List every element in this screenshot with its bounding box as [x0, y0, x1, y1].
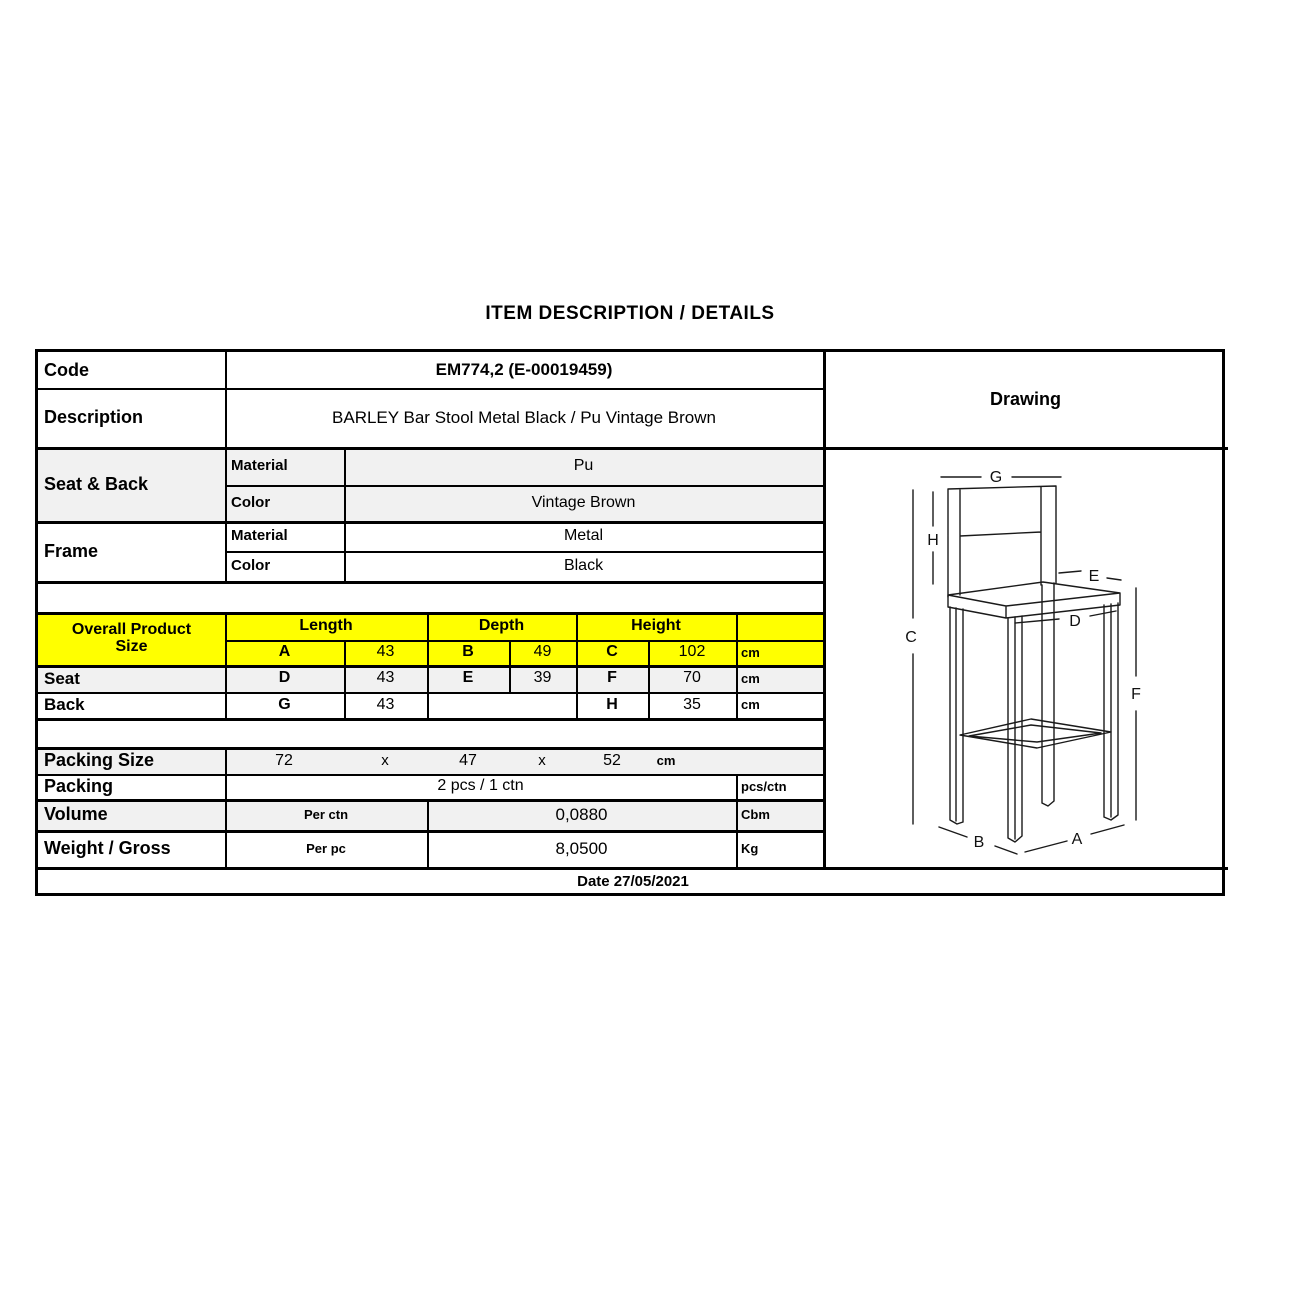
dim-e-value: 39: [533, 669, 552, 687]
packing-label: Packing: [44, 776, 114, 797]
stool-backrest: [948, 486, 1056, 597]
dim-h-value: 35: [683, 695, 701, 713]
overall-size-label: [38, 612, 225, 665]
dim-line-d: [1015, 611, 1116, 623]
depth-header: Depth: [478, 616, 525, 634]
date-row: Date 27/05/2021: [577, 872, 689, 890]
frame-label: Frame: [44, 540, 99, 561]
description-value: BARLEY Bar Stool Metal Black / Pu Vintage Brown: [332, 407, 716, 427]
stool-footrest: [960, 719, 1111, 748]
seat-back-color-label: Color: [231, 494, 271, 512]
dim-c-value: 102: [678, 643, 706, 661]
volume-per: Per ctn: [303, 806, 349, 822]
back-row-label: Back: [44, 695, 85, 715]
dim-e-key: E: [462, 669, 474, 687]
frame-color-label: Color: [231, 557, 271, 575]
description-label: Description: [44, 407, 144, 428]
overall-unit: cm: [741, 644, 760, 660]
drawing-label-g: G: [989, 469, 1003, 486]
code-label: Code: [44, 359, 89, 380]
seat-back-material-value: Pu: [573, 456, 594, 474]
packing-dim3: 52: [603, 751, 621, 769]
seat-back-material-label: Material: [231, 457, 288, 475]
divider: [38, 718, 823, 721]
overall-size-label-line1: Overall Product: [71, 620, 192, 638]
seat-unit: cm: [741, 670, 760, 686]
seat-row-label: Seat: [44, 668, 80, 688]
frame-material-label: Material: [231, 527, 288, 545]
weight-value: 8,0500: [555, 838, 608, 858]
packing-x2: x: [538, 752, 546, 769]
frame-color-value: Black: [563, 556, 604, 574]
dim-c-key: C: [606, 643, 618, 661]
item-details-table: [35, 349, 1225, 896]
dim-d-key: D: [278, 669, 291, 687]
volume-label: Volume: [44, 804, 108, 825]
drawing-label-d: D: [1069, 613, 1081, 630]
dim-f-value: 70: [683, 669, 701, 687]
length-header: Length: [299, 616, 353, 634]
packing-value: 2 pcs / 1 ctn: [437, 777, 524, 795]
volume-unit: Cbm: [741, 806, 770, 822]
dim-a-key: A: [278, 643, 291, 661]
divider: [38, 581, 823, 584]
drawing-label-a: A: [1071, 831, 1083, 848]
frame-material-value: Metal: [563, 526, 604, 544]
seat-back-color-value: Vintage Brown: [531, 493, 636, 511]
dim-b-value: 49: [533, 643, 552, 661]
dim-a-value: 43: [376, 643, 395, 661]
stool-seat: [948, 582, 1120, 618]
dim-g-value: 43: [376, 695, 395, 713]
dim-g-key: G: [278, 695, 291, 713]
dim-d-value: 43: [376, 669, 395, 687]
volume-value: 0,0880: [555, 804, 608, 824]
code-value: EM774,2 (E-00019459): [435, 360, 613, 380]
packing-size-label: Packing Size: [44, 750, 155, 771]
dim-f-key: F: [607, 669, 617, 687]
packing-dim2: 47: [459, 751, 477, 769]
weight-per: Per pc: [306, 840, 346, 856]
packing-x1: x: [381, 752, 389, 769]
weight-unit: Kg: [741, 840, 759, 856]
overall-size-label-line2: Size: [115, 637, 148, 655]
weight-label: Weight / Gross: [44, 838, 171, 859]
packing-unit: pcs/ctn: [741, 778, 787, 794]
dim-b-key: B: [462, 643, 474, 661]
back-unit: cm: [741, 697, 760, 713]
drawing-panel-title: Drawing: [989, 389, 1061, 410]
drawing-label-f: F: [1131, 686, 1141, 703]
packing-dim1: 72: [275, 751, 293, 769]
packing-size-unit: cm: [656, 753, 676, 768]
drawing-label-e: E: [1088, 568, 1100, 585]
height-header: Height: [631, 616, 681, 634]
seat-back-label: Seat & Back: [44, 473, 149, 494]
stool-drawing: [823, 448, 1228, 867]
page-title: ITEM DESCRIPTION / DETAILS: [485, 303, 775, 324]
drawing-label-h: H: [927, 532, 939, 549]
drawing-label-c: C: [905, 629, 917, 646]
drawing-label-b: B: [973, 834, 985, 851]
dim-h-key: H: [606, 695, 618, 713]
